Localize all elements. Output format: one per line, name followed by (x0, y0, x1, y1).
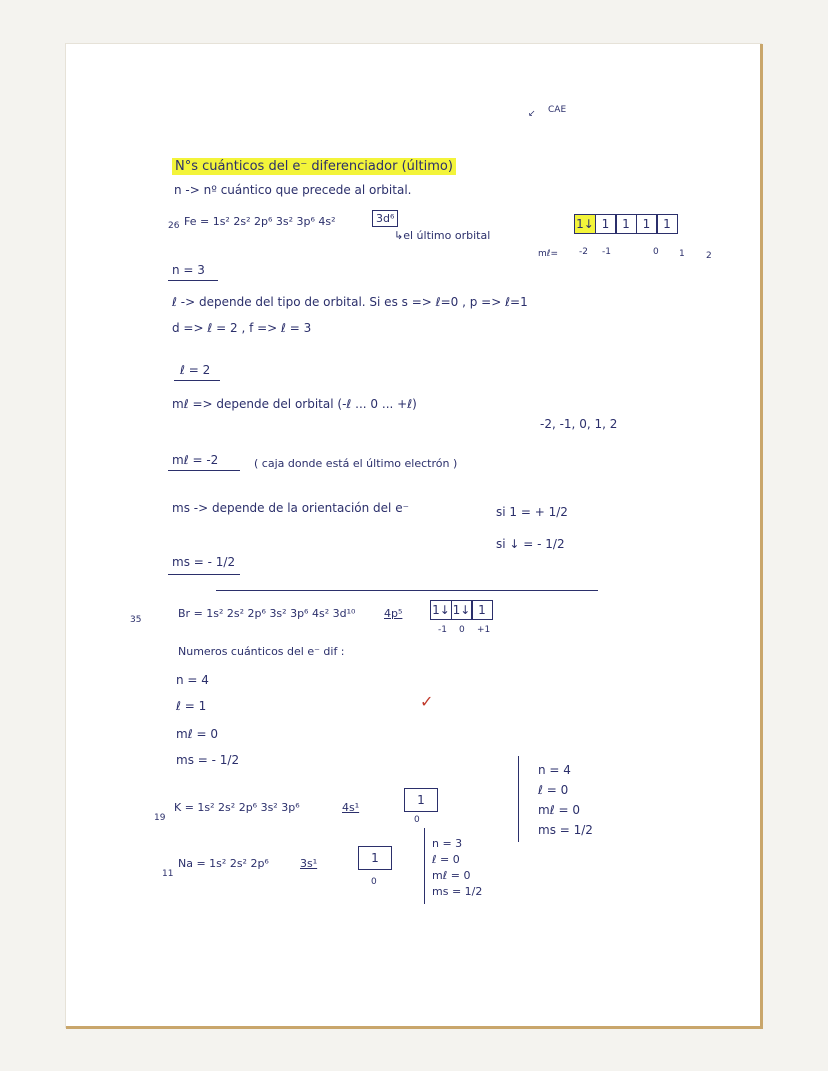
k-ms: ms = 1/2 (538, 823, 593, 837)
ml-range: -2, -1, 0, 1, 2 (540, 417, 618, 431)
k-ml: mℓ = 0 (538, 803, 580, 817)
ml-definition: mℓ => depende del orbital (-ℓ ... 0 ... +ℓ) (172, 397, 417, 411)
orbital-box: 1 (471, 600, 493, 620)
orbital-box: 1 (595, 214, 617, 234)
na-last-orbital: 3s¹ (300, 857, 318, 870)
br-n: n = 4 (176, 673, 209, 687)
br-ms: ms = - 1/2 (176, 753, 240, 767)
orbital-box: 1↓ (451, 600, 473, 620)
k-last-orbital: 4s¹ (342, 801, 360, 814)
na-ml-value: 0 (371, 877, 377, 887)
l-definition-cont: d => ℓ = 2 , f => ℓ = 3 (172, 321, 312, 335)
page-title: N°s cuánticos del e⁻ diferenciador (último) (172, 158, 456, 175)
brace (518, 756, 519, 842)
na-configuration: Na = 1s² 2s² 2p⁶ (178, 857, 269, 870)
fe-configuration: Fe = 1s² 2s² 2p⁶ 3s² 3p⁶ 4s² (184, 215, 336, 228)
br-header: Numeros cuánticos del e⁻ dif : (178, 645, 345, 658)
br-ml-value: 0 (459, 625, 465, 635)
underline (168, 574, 240, 575)
fe-orbital-diagram (574, 214, 677, 234)
underline (168, 280, 218, 281)
notebook-page (66, 44, 763, 1029)
br-orbital-diagram (430, 600, 492, 620)
fe-ml-value: 0 (653, 247, 659, 257)
underline (174, 380, 220, 381)
na-l: ℓ = 0 (432, 853, 460, 866)
orbital-box: 1↓ (430, 600, 452, 620)
underline (168, 470, 240, 471)
k-atomic-number: 19 (154, 813, 166, 823)
orbital-box: 1 (656, 214, 678, 234)
br-configuration: Br = 1s² 2s² 2p⁶ 3s² 3p⁶ 4s² 3d¹⁰ (178, 607, 356, 620)
k-ml-value: 0 (414, 815, 420, 825)
section-divider (216, 590, 598, 591)
na-ml: mℓ = 0 (432, 869, 471, 882)
ms-definition: ms -> depende de la orientación del e⁻ (172, 501, 409, 515)
ms-spin-up: si 1 = + 1/2 (496, 505, 568, 519)
br-l: ℓ = 1 (176, 699, 207, 713)
ms-value: ms = - 1/2 (172, 555, 236, 569)
k-orbital-diagram (404, 788, 437, 812)
na-atomic-number: 11 (162, 869, 174, 879)
orbital-box: 1 (404, 788, 438, 812)
check-icon: ✓ (420, 692, 434, 711)
fe-last-orbital-note: ↳el último orbital (394, 229, 491, 242)
na-n: n = 3 (432, 837, 463, 850)
ms-spin-down: si ↓ = - 1/2 (496, 537, 565, 551)
n-definition: n -> nº cuántico que precede al orbital. (174, 183, 412, 197)
fe-ml-label: mℓ= (538, 249, 559, 259)
na-orbital-diagram (358, 846, 391, 870)
fe-last-orbital: 3d⁶ (372, 210, 398, 227)
orbital-box: 1 (636, 214, 658, 234)
orbital-box: 1↓ (574, 214, 596, 234)
br-last-orbital: 4p⁵ (384, 607, 403, 620)
na-ms: ms = 1/2 (432, 885, 483, 898)
k-n: n = 4 (538, 763, 571, 777)
n-value: n = 3 (172, 263, 205, 277)
arrow-icon: ↙ (528, 109, 536, 119)
fe-ml-value: -1 (602, 247, 611, 257)
fe-atomic-number: 26 (168, 221, 180, 231)
k-l: ℓ = 0 (538, 783, 569, 797)
l-value: ℓ = 2 (180, 363, 211, 377)
brace (424, 828, 425, 904)
cae-mark: CAE (548, 105, 567, 115)
orbital-box: 1 (615, 214, 637, 234)
fe-ml-value: 2 (706, 251, 712, 261)
br-ml-value: +1 (477, 625, 491, 635)
br-ml-value: -1 (438, 625, 447, 635)
fe-ml-value: -2 (579, 247, 588, 257)
fe-ml-value: 1 (679, 249, 685, 259)
orbital-box: 1 (358, 846, 392, 870)
l-definition: ℓ -> depende del tipo de orbital. Si es s => ℓ=0 , p => ℓ=1 (172, 295, 528, 309)
k-configuration: K = 1s² 2s² 2p⁶ 3s² 3p⁶ (174, 801, 300, 814)
br-atomic-number: 35 (130, 615, 142, 625)
ml-note: ( caja donde está el último electrón ) (254, 457, 458, 470)
ml-value: mℓ = -2 (172, 453, 219, 467)
br-ml: mℓ = 0 (176, 727, 218, 741)
